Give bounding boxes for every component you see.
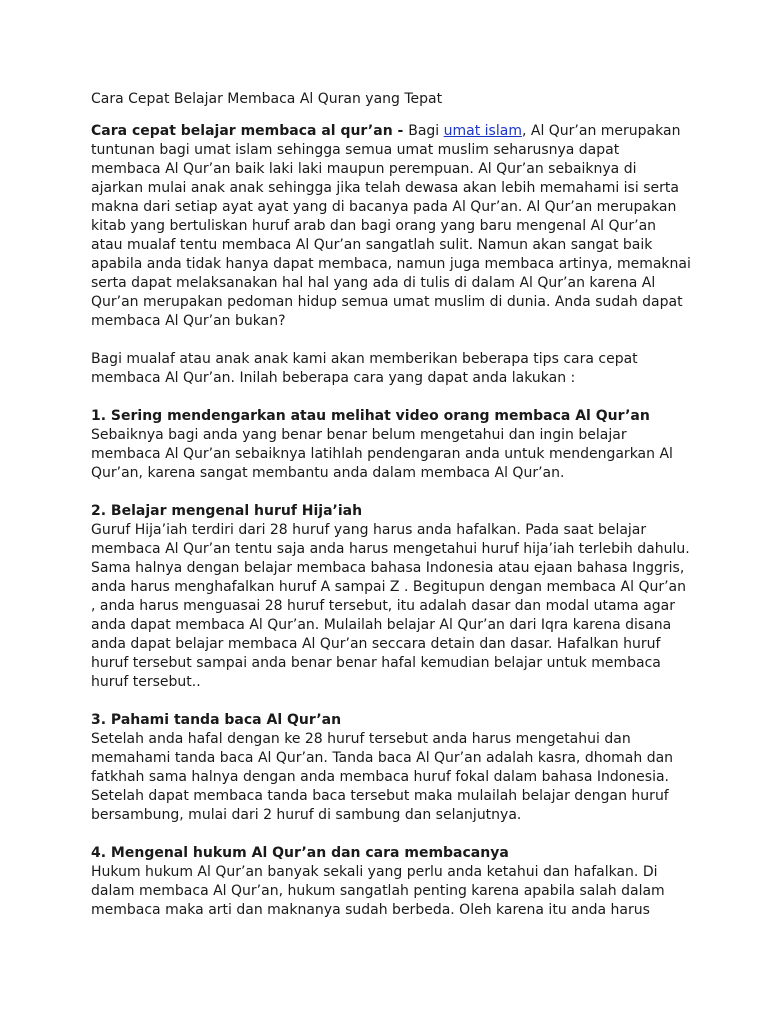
tip-heading: 4. Mengenal hukum Al Qur’an dan cara membacanya (91, 845, 509, 861)
tip-heading: 2. Belajar mengenal huruf Hija’iah (91, 503, 363, 519)
tip-section-3 (91, 711, 691, 825)
tip-body: Setelah anda hafal dengan ke 28 huruf tersebut anda harus mengetahui dan memahami tanda baca Al Qur’an. Tanda baca Al Qur’an adalah kasra, dhomah dan fatkhah sama halnya dengan anda membaca huruf fokal dalam bahasa Indonesia. Setelah dapat membaca tanda baca tersebut maka mulailah belajar dengan huruf bersambung, mulai dari 2 huruf di sambung dan selanjutnya. (91, 731, 674, 823)
tip-section-1 (91, 407, 691, 483)
tip-body: Guruf Hija’iah terdiri dari 28 huruf yang harus anda hafalkan. Pada saat belajar membaca Al Qur’an tentu saja anda harus mengetahui huruf hija’iah terlebih dahulu. Sama halnya dengan belajar membaca bahasa Indonesia atau ejaan bahasa Inggris, anda harus menghafalkan huruf A sampai Z . Begitupun dengan membaca Al Qur’an , anda harus menguasai 28 huruf tersebut, itu adalah dasar dan modal utama agar anda dapat membaca Al Qur’an. Mulailah belajar Al Qur’an dari Iqra karena disana anda dapat belajar membaca Al Qur’an seccara detain dan dasar. Hafalkan huruf huruf tersebut sampai anda benar benar hafal kemudian belajar untuk membaca huruf tersebut.. (91, 522, 690, 690)
tips-intro-paragraph: Bagi mualaf atau anak anak kami akan memberikan beberapa tips cara cepat membaca Al Qur’an. Inilah beberapa cara yang dapat anda lakukan : (91, 351, 638, 386)
intro-text: , Al Qur’an merupakan tuntunan bagi umat islam sehingga semua umat muslim seharusnya dapat membaca Al Qur’an baik laki laki maupun perempuan. Al Qur’an sebaiknya di ajarkan mulai anak anak sehingga jika telah dewasa akan lebih memahami isi serta makna dari setiap ayat ayat yang di bacanya pada Al Qur’an. Al Qur’an merupakan kitab yang bertuliskan huruf arab dan bagi orang yang baru mengenal Al Qur’an atau mualaf tentu membaca Al Qur’an sangatlah sulit. Namun akan sangat baik apabila anda tidak hanya dapat membaca, namun juga membaca artinya, memaknai serta dapat melaksanakan hal hal yang ada di tulis di dalam Al Qur’an karena Al Qur’an merupakan pedoman hidup semua umat muslim di dunia. Anda sudah dapat membaca Al Qur’an bukan? (91, 123, 691, 329)
tip-body: Sebaiknya bagi anda yang benar benar belum mengetahui dan ingin belajar membaca Al Qur’an sebaiknya latihlah pendengaran anda untuk mendengarkan Al Qur’an, karena sangat membantu anda dalam membaca Al Qur’an. (91, 427, 673, 481)
tip-section-2 (91, 502, 691, 692)
intro-pre: Bagi (408, 123, 444, 139)
document-body (91, 90, 691, 939)
tip-heading: 3. Pahami tanda baca Al Qur’an (91, 712, 342, 728)
tip-body: Hukum hukum Al Qur’an banyak sekali yang perlu anda ketahui dan hafalkan. Di dalam membaca Al Qur’an, hukum sangatlah penting karena apabila salah dalam membaca maka arti dan maknanya sudah berbeda. Oleh karena itu anda harus (91, 864, 665, 918)
tip-section-4 (91, 844, 691, 920)
intro-paragraph (91, 122, 691, 331)
tip-heading: 1. Sering mendengarkan atau melihat video orang membaca Al Qur’an (91, 408, 650, 424)
page-title: Cara Cepat Belajar Membaca Al Quran yang Tepat (91, 91, 443, 107)
umat-islam-link[interactable]: umat islam (443, 123, 522, 139)
intro-lead: Cara cepat belajar membaca al qur’an - (91, 123, 409, 139)
